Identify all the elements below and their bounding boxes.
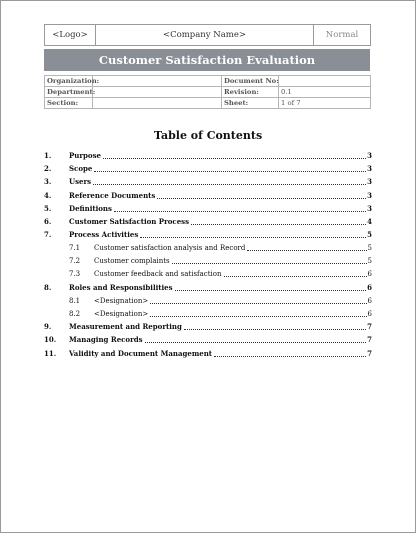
- toc-entry-title: Scope: [69, 164, 93, 173]
- document-info-table: [44, 75, 371, 109]
- toc-entry-number: 7.: [44, 230, 52, 239]
- toc-entry-line: [69, 230, 372, 240]
- department-label: Department:: [45, 87, 93, 98]
- toc-entry-title: Measurement and Reporting: [69, 322, 182, 331]
- toc-entry-page: 3: [367, 204, 372, 213]
- toc-dot-leader: [103, 157, 366, 159]
- toc-entry[interactable]: [44, 230, 372, 240]
- toc-entry-number: 7.2: [69, 257, 81, 265]
- toc-entry-line: [94, 296, 372, 306]
- toc-entry-title: Customer complaints: [94, 257, 170, 265]
- toc-heading: Table of Contents: [153, 129, 263, 142]
- toc-entry-number: 6.: [44, 217, 52, 226]
- toc-entry-number: 4.: [44, 191, 52, 200]
- toc-entry-number: 10.: [44, 335, 57, 344]
- company-name: <Company Name>: [96, 25, 314, 45]
- toc-dot-leader: [184, 328, 366, 330]
- info-row: [45, 98, 371, 109]
- toc-entry-title: Roles and Responsibilities: [69, 283, 173, 292]
- document-title: Customer Satisfaction Evaluation: [44, 49, 370, 71]
- revision-value: 0.1: [279, 87, 371, 98]
- toc-entry-line: [94, 309, 372, 319]
- toc-entry-line: [94, 269, 372, 279]
- toc-entry-number: 7.3: [69, 270, 81, 278]
- toc-entry-line: [69, 349, 372, 359]
- toc-entry-number: 1.: [44, 151, 52, 160]
- toc-entry-line: [69, 322, 372, 332]
- toc-entry-page: 6: [367, 297, 372, 305]
- toc-entry-page: 5: [367, 257, 372, 265]
- toc-entry[interactable]: [44, 322, 372, 332]
- logo-placeholder: <Logo>: [45, 25, 96, 45]
- toc-entry-page: 6: [367, 270, 372, 278]
- toc-dot-leader: [157, 197, 366, 199]
- toc-dot-leader: [175, 289, 367, 291]
- toc-entry-title: Process Activities: [69, 230, 139, 239]
- toc-entry-page: 6: [367, 310, 372, 318]
- toc-entry-title: <Designation>: [94, 297, 149, 305]
- toc-entry-title: Customer satisfaction analysis and Record: [94, 244, 246, 252]
- toc-entry-page: 5: [367, 244, 372, 252]
- toc-entry-page: 7: [367, 335, 372, 344]
- section-label: Section:: [45, 98, 93, 109]
- toc-entry-number: 11.: [44, 349, 57, 358]
- toc-entry-number: 3.: [44, 177, 52, 186]
- toc-dot-leader: [214, 355, 366, 357]
- toc-entry[interactable]: [44, 335, 372, 345]
- toc-entry-number: 2.: [44, 164, 52, 173]
- toc-entry-page: 7: [367, 322, 372, 331]
- document-no-label: Document No:: [222, 76, 279, 87]
- toc-entry-number: 7.1: [69, 244, 81, 252]
- sheet-value: 1 of 7: [279, 98, 371, 109]
- toc-entry-number: 8.1: [69, 297, 81, 305]
- toc-entry-title: Managing Records: [69, 335, 143, 344]
- toc-entry-page: 7: [367, 349, 372, 358]
- department-value: [93, 87, 222, 98]
- toc-dot-leader: [150, 302, 366, 304]
- classification-label: Normal: [325, 30, 359, 40]
- toc-entry-page: 3: [367, 177, 372, 186]
- toc-entry-number: 8.2: [69, 310, 81, 318]
- toc-entry-number: 8.: [44, 283, 52, 292]
- toc-entry[interactable]: [44, 177, 372, 187]
- document-header: [44, 24, 371, 46]
- toc-dot-leader: [114, 210, 366, 212]
- toc-entry-title: Customer Satisfaction Process: [69, 217, 190, 226]
- toc-entry-number: 5.: [44, 204, 52, 213]
- toc-entry-title: Users: [69, 177, 92, 186]
- toc-entry-line: [94, 243, 372, 253]
- toc-entry[interactable]: [44, 191, 372, 201]
- toc-dot-leader: [172, 262, 367, 264]
- toc-entry[interactable]: [44, 151, 372, 161]
- info-row: [45, 76, 371, 87]
- toc-entry-line: [69, 335, 372, 345]
- info-row: [45, 87, 371, 98]
- revision-label: Revision:: [222, 87, 279, 98]
- toc-entry[interactable]: [44, 164, 372, 174]
- organization-label: Organization:: [45, 76, 93, 87]
- toc-entry-line: [69, 151, 372, 161]
- toc-entry-line: [69, 191, 372, 201]
- toc-entry[interactable]: [44, 349, 372, 359]
- toc-entry[interactable]: [44, 269, 372, 279]
- toc-entry-page: 5: [367, 230, 372, 239]
- toc-dot-leader: [191, 223, 366, 225]
- toc-entry[interactable]: [44, 243, 372, 253]
- toc-entry-line: [69, 217, 372, 227]
- toc-entry[interactable]: [44, 309, 372, 319]
- toc-dot-leader: [93, 183, 366, 185]
- toc-entry-title: Purpose: [69, 151, 101, 160]
- toc-entry-page: 3: [367, 191, 372, 200]
- toc-entry[interactable]: [44, 296, 372, 306]
- section-value: [93, 98, 222, 109]
- organization-value: [93, 76, 222, 87]
- toc-entry-title: Definitions: [69, 204, 112, 213]
- toc-dot-leader: [150, 315, 366, 317]
- toc-entry-line: [69, 164, 372, 174]
- document-no-value: [279, 76, 371, 87]
- toc-entry-line: [69, 204, 372, 214]
- toc-entry-title: Customer feedback and satisfaction: [94, 270, 222, 278]
- toc-dot-leader: [94, 170, 366, 172]
- toc-entry[interactable]: [44, 204, 372, 214]
- toc-dot-leader: [145, 341, 367, 343]
- toc-entry[interactable]: [44, 256, 372, 266]
- toc-entry-line: [69, 283, 372, 293]
- toc-entry-number: 9.: [44, 322, 52, 331]
- toc-entry-page: 4: [367, 217, 372, 226]
- toc-entry-page: 3: [367, 151, 372, 160]
- toc-entry[interactable]: [44, 217, 372, 227]
- toc-entry-page: 3: [367, 164, 372, 173]
- toc-entry-title: <Designation>: [94, 310, 149, 318]
- toc-entry-line: [69, 177, 372, 187]
- toc-entry-title: Validity and Document Management: [69, 349, 213, 358]
- toc-entry-page: 6: [367, 283, 372, 292]
- toc-dot-leader: [224, 275, 367, 277]
- toc-entry-title: Reference Documents: [69, 191, 156, 200]
- sheet-label: Sheet:: [222, 98, 279, 109]
- toc-dot-leader: [140, 236, 366, 238]
- toc-entry-line: [94, 256, 372, 266]
- toc-entry[interactable]: [44, 283, 372, 293]
- toc-dot-leader: [247, 249, 366, 251]
